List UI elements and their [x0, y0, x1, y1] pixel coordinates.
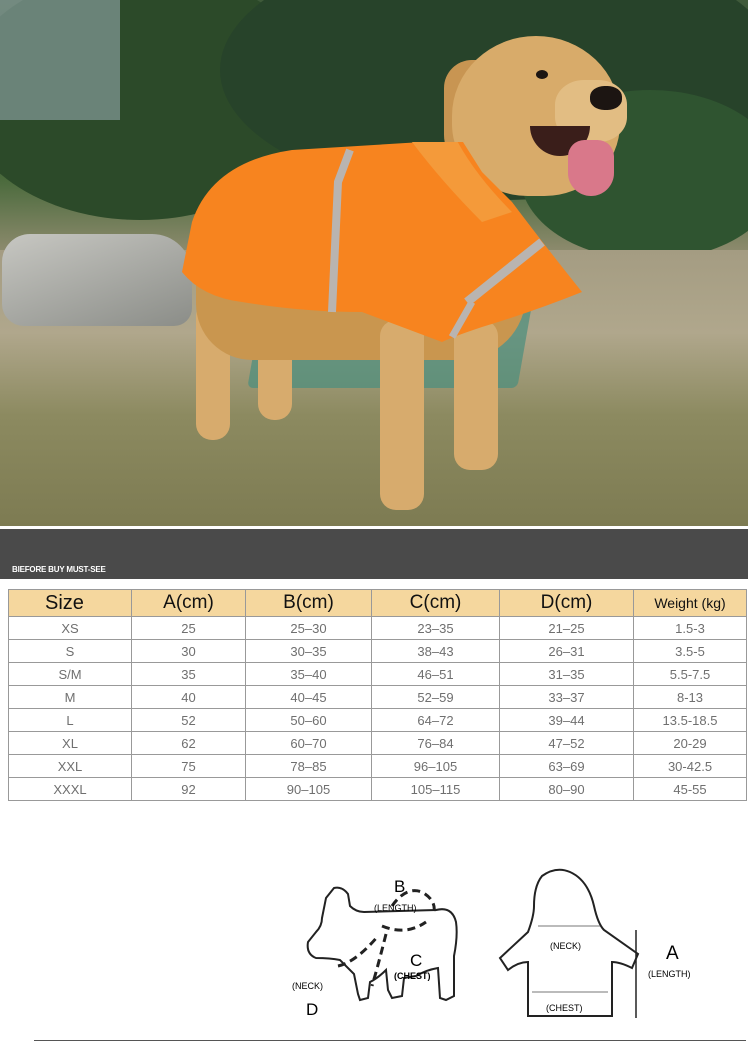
building-wall	[0, 0, 120, 120]
size-cell: M	[9, 686, 132, 709]
label-d: D	[306, 1000, 319, 1019]
weight-cell: 13.5-18.5	[634, 709, 747, 732]
banner-text: BIEFORE BUY MUST-SEE	[12, 565, 106, 574]
label-neck-dog: (NECK)	[292, 981, 323, 991]
table-cell: 105–115	[372, 778, 500, 801]
weight-cell: 1.5-3	[634, 617, 747, 640]
neck-measure-line	[338, 936, 378, 966]
table-cell: 60–70	[246, 732, 372, 755]
table-row	[9, 686, 747, 709]
column-header: B(cm)	[246, 590, 372, 617]
table-cell: 35–40	[246, 663, 372, 686]
table-cell: 33–37	[500, 686, 634, 709]
table-cell: 47–52	[500, 732, 634, 755]
column-header: A(cm)	[132, 590, 246, 617]
table-cell: 80–90	[500, 778, 634, 801]
label-b: B	[394, 877, 406, 896]
table-cell: 25–30	[246, 617, 372, 640]
table-cell: 78–85	[246, 755, 372, 778]
weight-cell: 30-42.5	[634, 755, 747, 778]
size-cell: S/M	[9, 663, 132, 686]
table-cell: 50–60	[246, 709, 372, 732]
table-cell: 25	[132, 617, 246, 640]
table-row	[9, 755, 747, 778]
table-cell: 31–35	[500, 663, 634, 686]
table-cell: 76–84	[372, 732, 500, 755]
size-cell: XXXL	[9, 778, 132, 801]
table-cell: 75	[132, 755, 246, 778]
table-row	[9, 663, 747, 686]
table-cell: 30	[132, 640, 246, 663]
weight-cell: 20-29	[634, 732, 747, 755]
table-cell: 90–105	[246, 778, 372, 801]
table-cell: 35	[132, 663, 246, 686]
column-header: C(cm)	[372, 590, 500, 617]
table-cell: 30–35	[246, 640, 372, 663]
measurement-diagram	[286, 866, 726, 1026]
table-cell: 64–72	[372, 709, 500, 732]
table-row	[9, 640, 747, 663]
table-cell: 26–31	[500, 640, 634, 663]
table-row	[9, 778, 747, 801]
table-cell: 96–105	[372, 755, 500, 778]
dog-eye	[536, 70, 548, 79]
table-cell: 39–44	[500, 709, 634, 732]
table-cell: 92	[132, 778, 246, 801]
dog-leg	[454, 320, 498, 470]
size-cell: L	[9, 709, 132, 732]
weight-cell: 8-13	[634, 686, 747, 709]
table-cell: 46–51	[372, 663, 500, 686]
table-cell: 62	[132, 732, 246, 755]
table-cell: 21–25	[500, 617, 634, 640]
size-cell: XS	[9, 617, 132, 640]
dog-nose	[590, 86, 622, 110]
banner-bar	[0, 529, 748, 579]
orange-raincoat	[182, 142, 586, 342]
column-header: D(cm)	[500, 590, 634, 617]
table-cell: 38–43	[372, 640, 500, 663]
label-a: A	[666, 943, 679, 964]
label-a-caption: (LENGTH)	[648, 969, 691, 979]
weight-cell: 5.5-7.5	[634, 663, 747, 686]
rock	[2, 234, 192, 326]
size-chart-table	[8, 589, 747, 801]
label-c-caption: (CHEST)	[394, 971, 431, 981]
dog-leg	[380, 320, 424, 510]
table-cell: 40–45	[246, 686, 372, 709]
label-b-caption: (LENGTH)	[374, 903, 417, 913]
column-header: Size	[9, 590, 132, 617]
size-cell: XXL	[9, 755, 132, 778]
table-cell: 40	[132, 686, 246, 709]
table-row	[9, 617, 747, 640]
label-c: C	[410, 951, 423, 970]
table-row	[9, 709, 747, 732]
weight-cell: 45-55	[634, 778, 747, 801]
table-cell: 63–69	[500, 755, 634, 778]
size-cell: XL	[9, 732, 132, 755]
column-header: Weight (kg)	[634, 590, 747, 617]
table-header-row	[9, 590, 747, 617]
label-chest-coat: (CHEST)	[546, 1003, 583, 1013]
table-cell: 23–35	[372, 617, 500, 640]
size-cell: S	[9, 640, 132, 663]
table-cell: 52	[132, 709, 246, 732]
label-neck-coat: (NECK)	[550, 941, 581, 951]
bottom-divider	[34, 1040, 746, 1041]
weight-cell: 3.5-5	[634, 640, 747, 663]
table-cell: 52–59	[372, 686, 500, 709]
table-row	[9, 732, 747, 755]
